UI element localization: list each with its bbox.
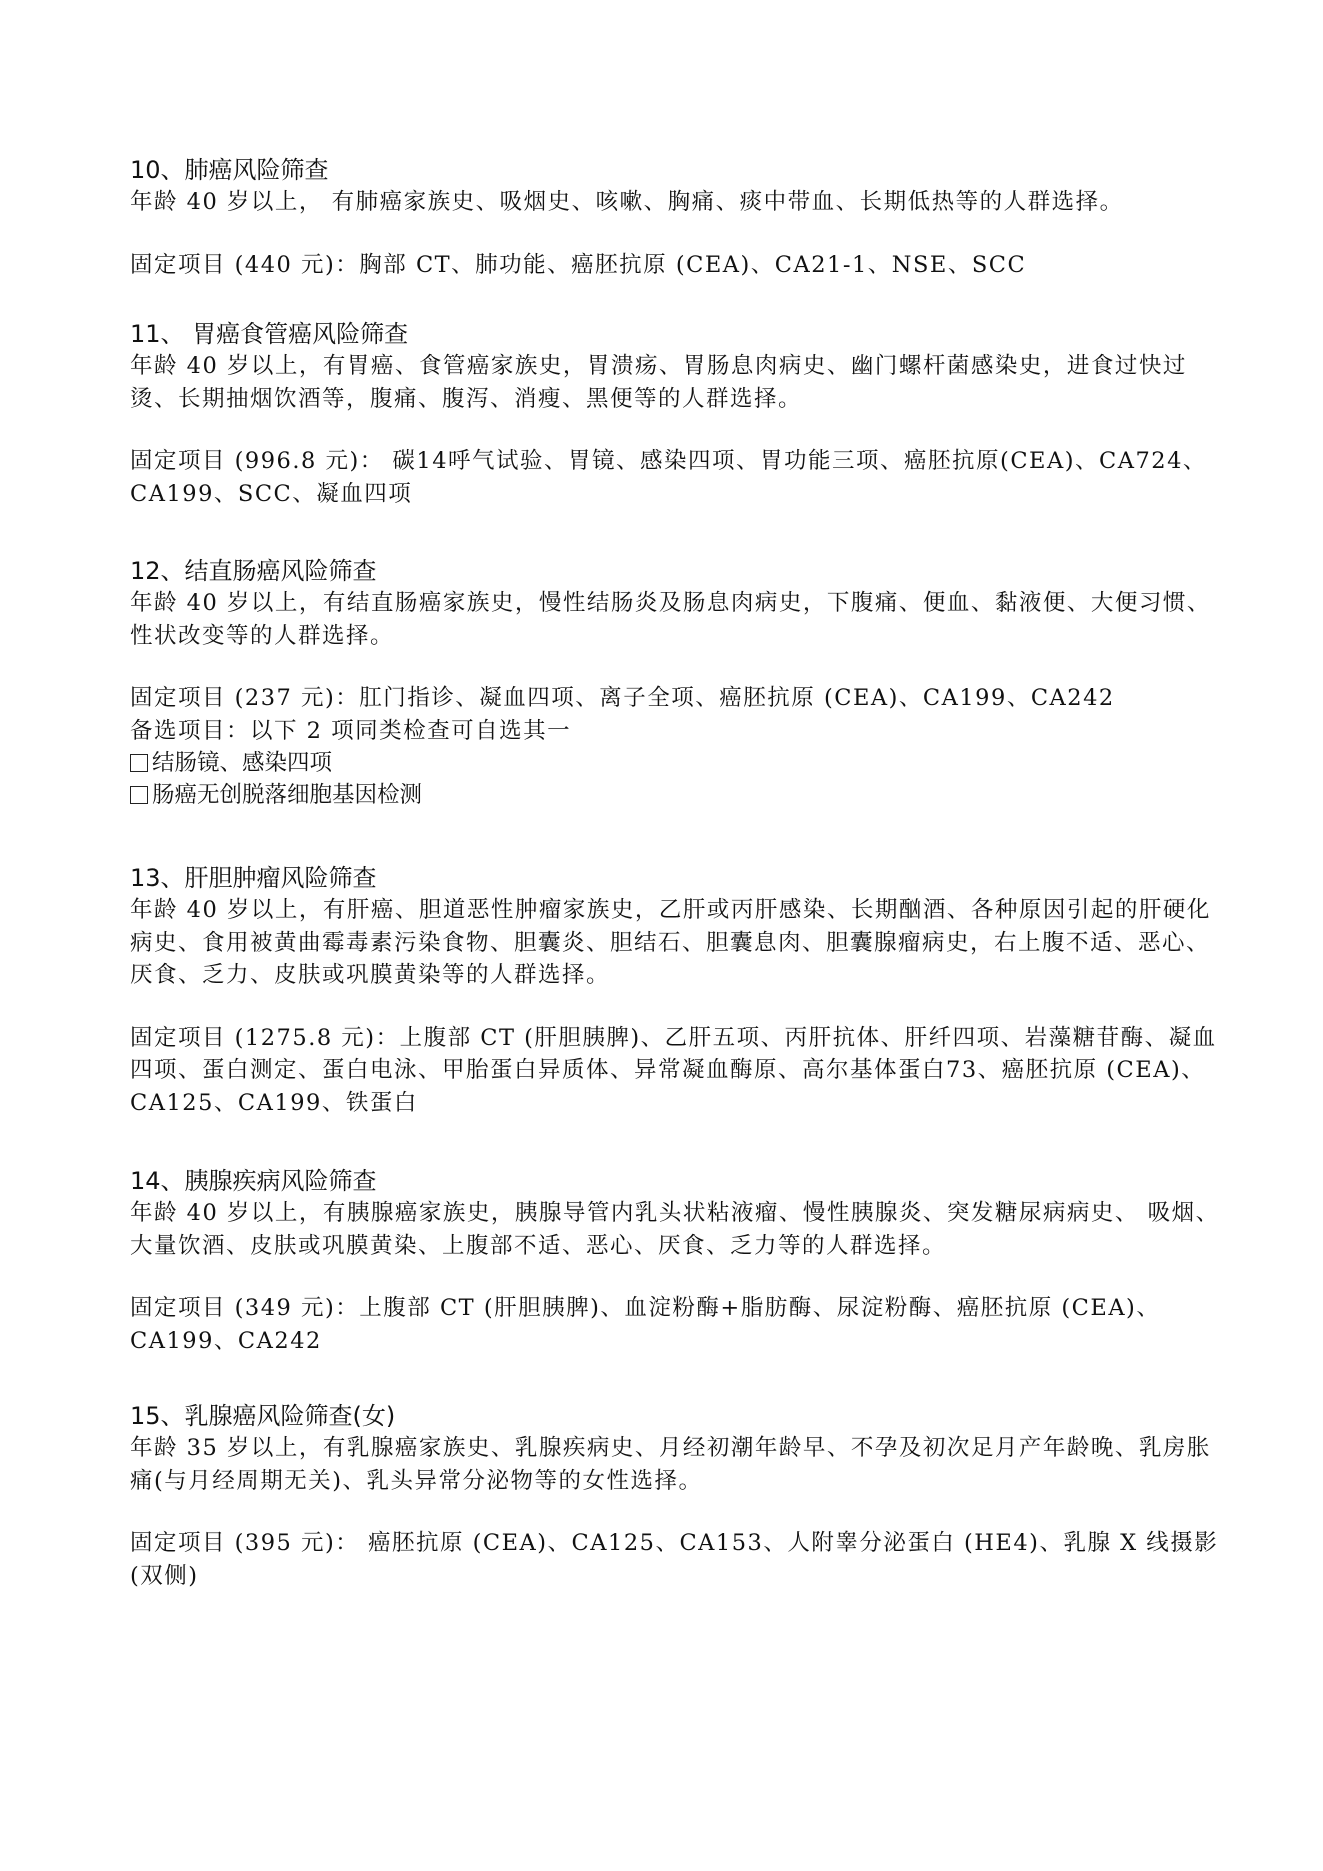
fixed-items: 固定项目 (237 元)：肛门指诊、凝血四项、离子全项、癌胚抗原 (CEA)、CA199、CA242 (130, 685, 1115, 711)
section-description: 年龄 40 岁以上，有肝癌、胆道恶性肿瘤家族史，乙肝或丙肝感染、长期酗酒、各种原因引起的肝硬化病史、食用被黄曲霉毒素污染食物、胆囊炎、胆结石、胆囊息肉、胆囊腺瘤病史，右上腹不适、恶心、厌食、乏力、皮肤或巩膜黄染等的人群选择。 (130, 897, 1211, 988)
section-pancreatic-disease (130, 1165, 1220, 1357)
section-heading: 11、 胃癌食管癌风险筛查 (130, 320, 409, 348)
section-heading: 13、肝胆肿瘤风险筛查 (130, 864, 377, 892)
section-breast-cancer (130, 1400, 1220, 1592)
section-description: 年龄 40 岁以上，有胰腺癌家族史，胰腺导管内乳头状粘液瘤、慢性胰腺炎、突发糖尿病病史、 吸烟、大量饮酒、皮肤或巩膜黄染、上腹部不适、恶心、厌食、乏力等的人群选择。 (130, 1200, 1220, 1259)
fixed-items: 固定项目 (395 元)： 癌胚抗原 (CEA)、CA125、CA153、人附睾分泌蛋白 (HE4)、乳腺 X 线摄影 (双侧) (130, 1530, 1219, 1589)
section-hepatobiliary-tumor (130, 862, 1220, 1119)
fixed-items: 固定项目 (440 元)：胸部 CT、肺功能、癌胚抗原 (CEA)、CA21-1、NSE、SCC (130, 251, 1027, 278)
section-description: 年龄 40 岁以上，有结直肠癌家族史，慢性结肠炎及肠息肉病史，下腹痛、便血、黏液便、大便习惯、性状改变等的人群选择。 (130, 590, 1211, 649)
section-description: 年龄 40 岁以上，有胃癌、食管癌家族史，胃溃疡、胃肠息肉病史、幽门螺杆菌感染史，进食过快过烫、长期抽烟饮酒等，腹痛、腹泻、消瘦、黑便等的人群选择。 (130, 353, 1187, 412)
section-heading: 10、肺癌风险筛查 (130, 156, 329, 184)
checkbox-icon[interactable] (130, 786, 148, 804)
checkbox-icon[interactable] (130, 754, 148, 772)
section-description: 年龄 35 岁以上，有乳腺癌家族史、乳腺疾病史、月经初潮年龄早、不孕及初次足月产年龄晚、乳房胀痛(与月经周期无关)、乳头异常分泌物等的女性选择。 (130, 1435, 1211, 1494)
option-label: 肠癌无创脱落细胞基因检测 (152, 782, 423, 808)
optional-items-label: 备选项目：以下 2 项同类检查可自选其一 (130, 717, 572, 744)
option-gene-test[interactable] (130, 779, 1220, 811)
section-heading: 15、乳腺癌风险筛查(女) (130, 1402, 396, 1430)
section-lung-cancer (130, 154, 1220, 281)
fixed-items: 固定项目 (996.8 元)： 碳14呼气试验、胃镜、感染四项、胃功能三项、癌胚抗原(CEA)、CA724、CA199、SCC、凝血四项 (130, 448, 1207, 507)
fixed-items: 固定项目 (1275.8 元)：上腹部 CT (肝胆胰脾)、乙肝五项、丙肝抗体、肝纤四项、岩藻糖苷酶、凝血四项、蛋白测定、蛋白电泳、甲胎蛋白异质体、异常凝血酶原、高尔基体蛋白73、癌胚抗原 (CEA)、CA125、CA199、铁蛋白 (130, 1024, 1217, 1116)
option-label: 结肠镜、感染四项 (152, 750, 333, 776)
section-heading: 12、结直肠癌风险筛查 (130, 557, 377, 585)
section-gastric-esophageal-cancer (130, 318, 1220, 510)
section-heading: 14、胰腺疾病风险筛查 (130, 1167, 377, 1195)
fixed-items: 固定项目 (349 元)：上腹部 CT (肝胆胰脾)、血淀粉酶+脂肪酶、尿淀粉酶、癌胚抗原 (CEA)、 CA199、CA242 (130, 1295, 1161, 1354)
section-colorectal-cancer (130, 555, 1220, 811)
section-description: 年龄 40 岁以上， 有肺癌家族史、吸烟史、咳嗽、胸痛、痰中带血、长期低热等的人群选择。 (130, 189, 1124, 215)
option-colonoscopy[interactable] (130, 747, 1220, 779)
